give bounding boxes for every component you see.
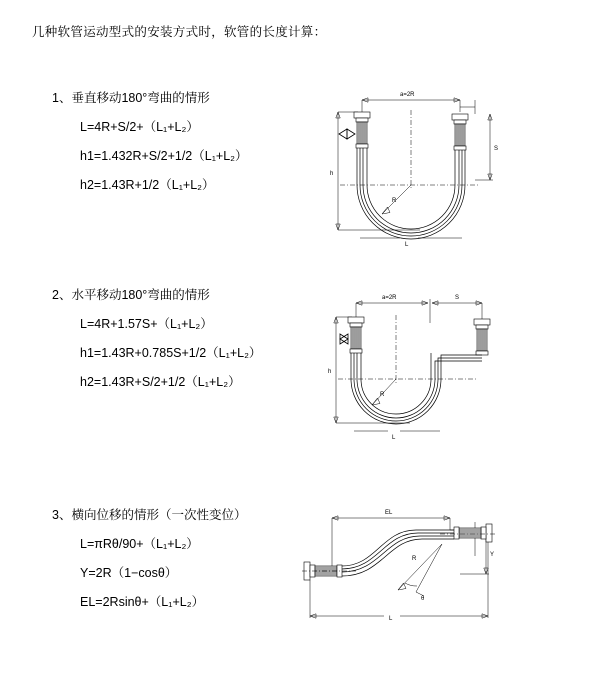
section-1-formula-2: h1=1.432R+S/2+1/2（L₁+L₂） <box>80 149 248 163</box>
svg-text:Y: Y <box>490 552 495 558</box>
svg-text:h: h <box>330 171 334 177</box>
svg-text:R: R <box>392 198 397 204</box>
svg-text:R: R <box>412 556 417 562</box>
section-2-formula-1: L=4R+1.57S+（L₁+L₂） <box>80 317 213 331</box>
section-3-title: 3、横向位移的情形（一次性变位） <box>52 508 247 522</box>
svg-text:S: S <box>494 146 499 152</box>
svg-text:L: L <box>405 242 409 248</box>
section-2-title: 2、水平移动180°弯曲的情形 <box>52 288 210 302</box>
section-1-text <box>52 88 302 204</box>
svg-text:h: h <box>328 369 332 375</box>
section-3-formula-3: EL=2Rsinθ+（L₁+L₂） <box>80 595 205 609</box>
svg-text:EL: EL <box>385 510 393 516</box>
svg-text:a=2R: a=2R <box>400 92 415 98</box>
section-1-formula-3: h2=1.43R+1/2（L₁+L₂） <box>80 178 215 192</box>
section-2-formula-3: h2=1.43R+S/2+1/2（L₁+L₂） <box>80 375 241 389</box>
section-2-figure <box>300 283 510 463</box>
svg-text:L: L <box>392 435 396 441</box>
svg-text:a=2R: a=2R <box>382 295 397 301</box>
section-2-formula-2: h1=1.43R+0.785S+1/2（L₁+L₂） <box>80 346 262 360</box>
section-1-formula-1: L=4R+S/2+（L₁+L₂） <box>80 120 199 134</box>
page-title: 几种软管运动型式的安装方式时，软管的长度计算： <box>32 25 327 39</box>
svg-text:R: R <box>380 392 385 398</box>
svg-text:L: L <box>389 616 393 622</box>
section-3-formula-1: L=πRθ/90+（L₁+L₂） <box>80 537 199 551</box>
section-3-formula-2: Y=2R（1−cosθ） <box>80 566 178 580</box>
svg-text:θ: θ <box>421 596 425 602</box>
section-3-figure <box>290 500 510 645</box>
section-3-text <box>52 505 302 621</box>
section-1-figure <box>300 80 510 275</box>
section-2-text <box>52 285 302 401</box>
svg-text:S: S <box>455 295 460 301</box>
section-1-title: 1、垂直移动180°弯曲的情形 <box>52 91 210 105</box>
